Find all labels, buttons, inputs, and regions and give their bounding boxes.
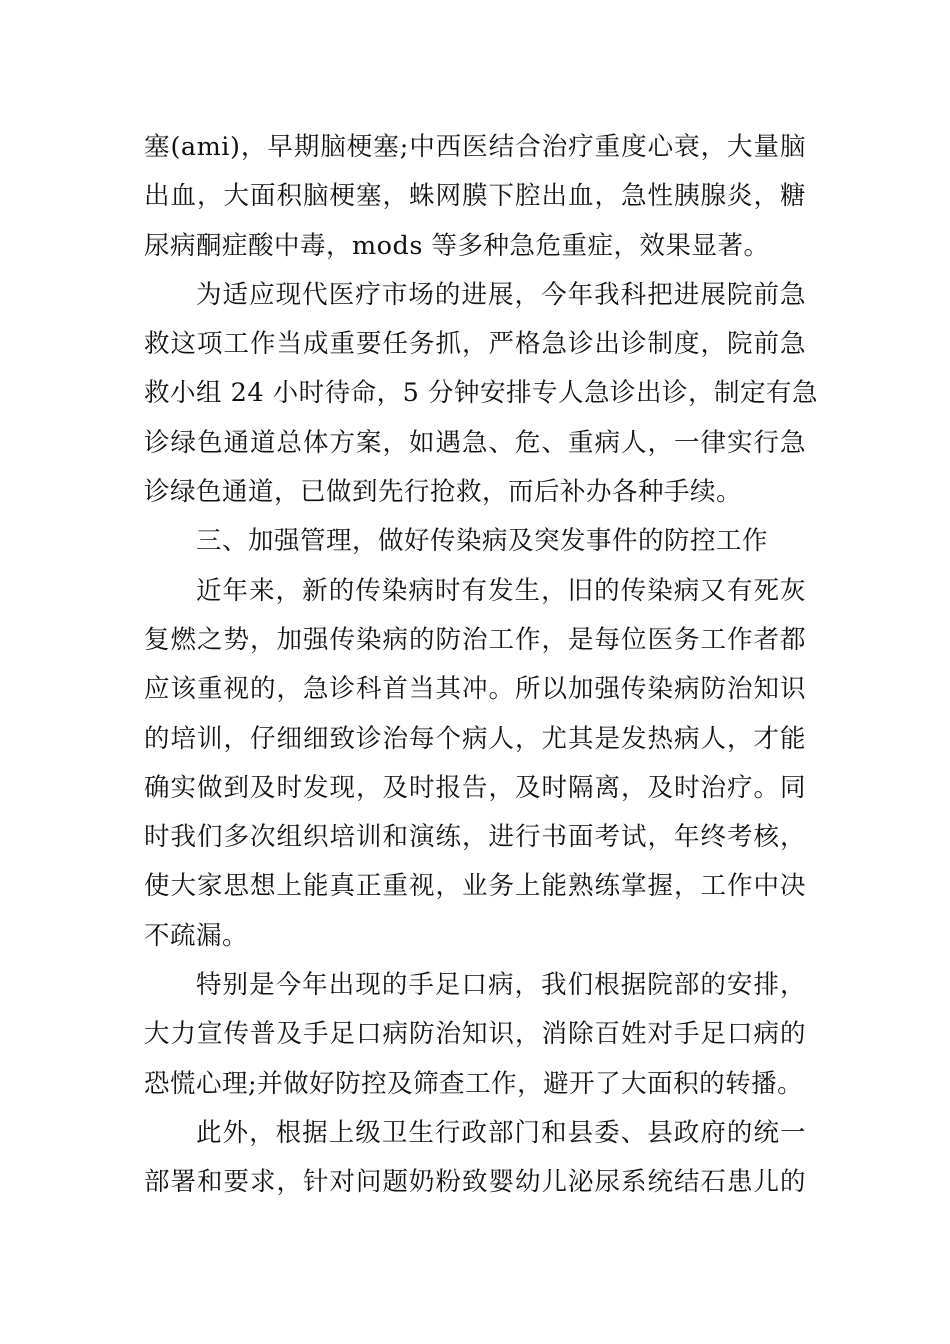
text-line: 使大家思想上能真正重视，业务上能熟练掌握，工作中决: [144, 871, 806, 902]
text-line: 不疏漏。: [144, 920, 249, 951]
text-line: 应该重视的，急诊科首当其冲。所以加强传染病防治知识: [144, 674, 806, 705]
text-line: 部署和要求，针对问题奶粉致婴幼儿泌尿系统结石患儿的: [144, 1167, 806, 1198]
text-line: 出血，大面积脑梗塞，蛛网膜下腔出血，急性胰腺炎，糖: [144, 181, 806, 212]
paragraph-first-line: 近年来，新的传染病时有发生，旧的传染病又有死灰: [196, 575, 806, 606]
text-line: 塞(ami)，早期脑梗塞;中西医结合治疗重度心衰，大量脑: [144, 132, 806, 162]
text-line: 救小组 24 小时待命，5 分钟安排专人急诊出诊，制定有急: [144, 378, 818, 409]
text-line: 诊绿色通道，已做到先行抢救，而后补办各种手续。: [144, 477, 743, 508]
document-body: [144, 123, 818, 1208]
paragraph-first-line: 特别是今年出现的手足口病，我们根据院部的安排，: [196, 970, 806, 1001]
text-line: 诊绿色通道总体方案，如遇急、危、重病人，一律实行急: [144, 427, 806, 458]
text-line: 时我们多次组织培训和演练，进行书面考试，年终考核，: [144, 822, 806, 853]
text-line: 恐慌心理;并做好防控及筛查工作，避开了大面积的转播。: [144, 1068, 804, 1099]
text-line: 救这项工作当成重要任务抓，严格急诊出诊制度，院前急: [144, 329, 806, 360]
text-line: 尿病酮症酸中毒，mods 等多种急危重症，效果显著。: [144, 230, 770, 261]
text-line: 的培训，仔细细致诊治每个病人，尤其是发热病人，才能: [144, 723, 806, 754]
section-heading: 三、加强管理，做好传染病及突发事件的防控工作: [196, 526, 769, 557]
paragraph-first-line: 此外，根据上级卫生行政部门和县委、县政府的统一: [196, 1117, 806, 1148]
text-line: 确实做到及时发现，及时报告，及时隔离，及时治疗。同: [144, 772, 806, 803]
text-line: 大力宣传普及手足口病防治知识，消除百姓对手足口病的: [144, 1019, 806, 1050]
paragraph-first-line: 为适应现代医疗市场的进展，今年我科把进展院前急: [196, 279, 806, 310]
text-line: 复燃之势，加强传染病的防治工作，是每位医务工作者都: [144, 624, 806, 655]
